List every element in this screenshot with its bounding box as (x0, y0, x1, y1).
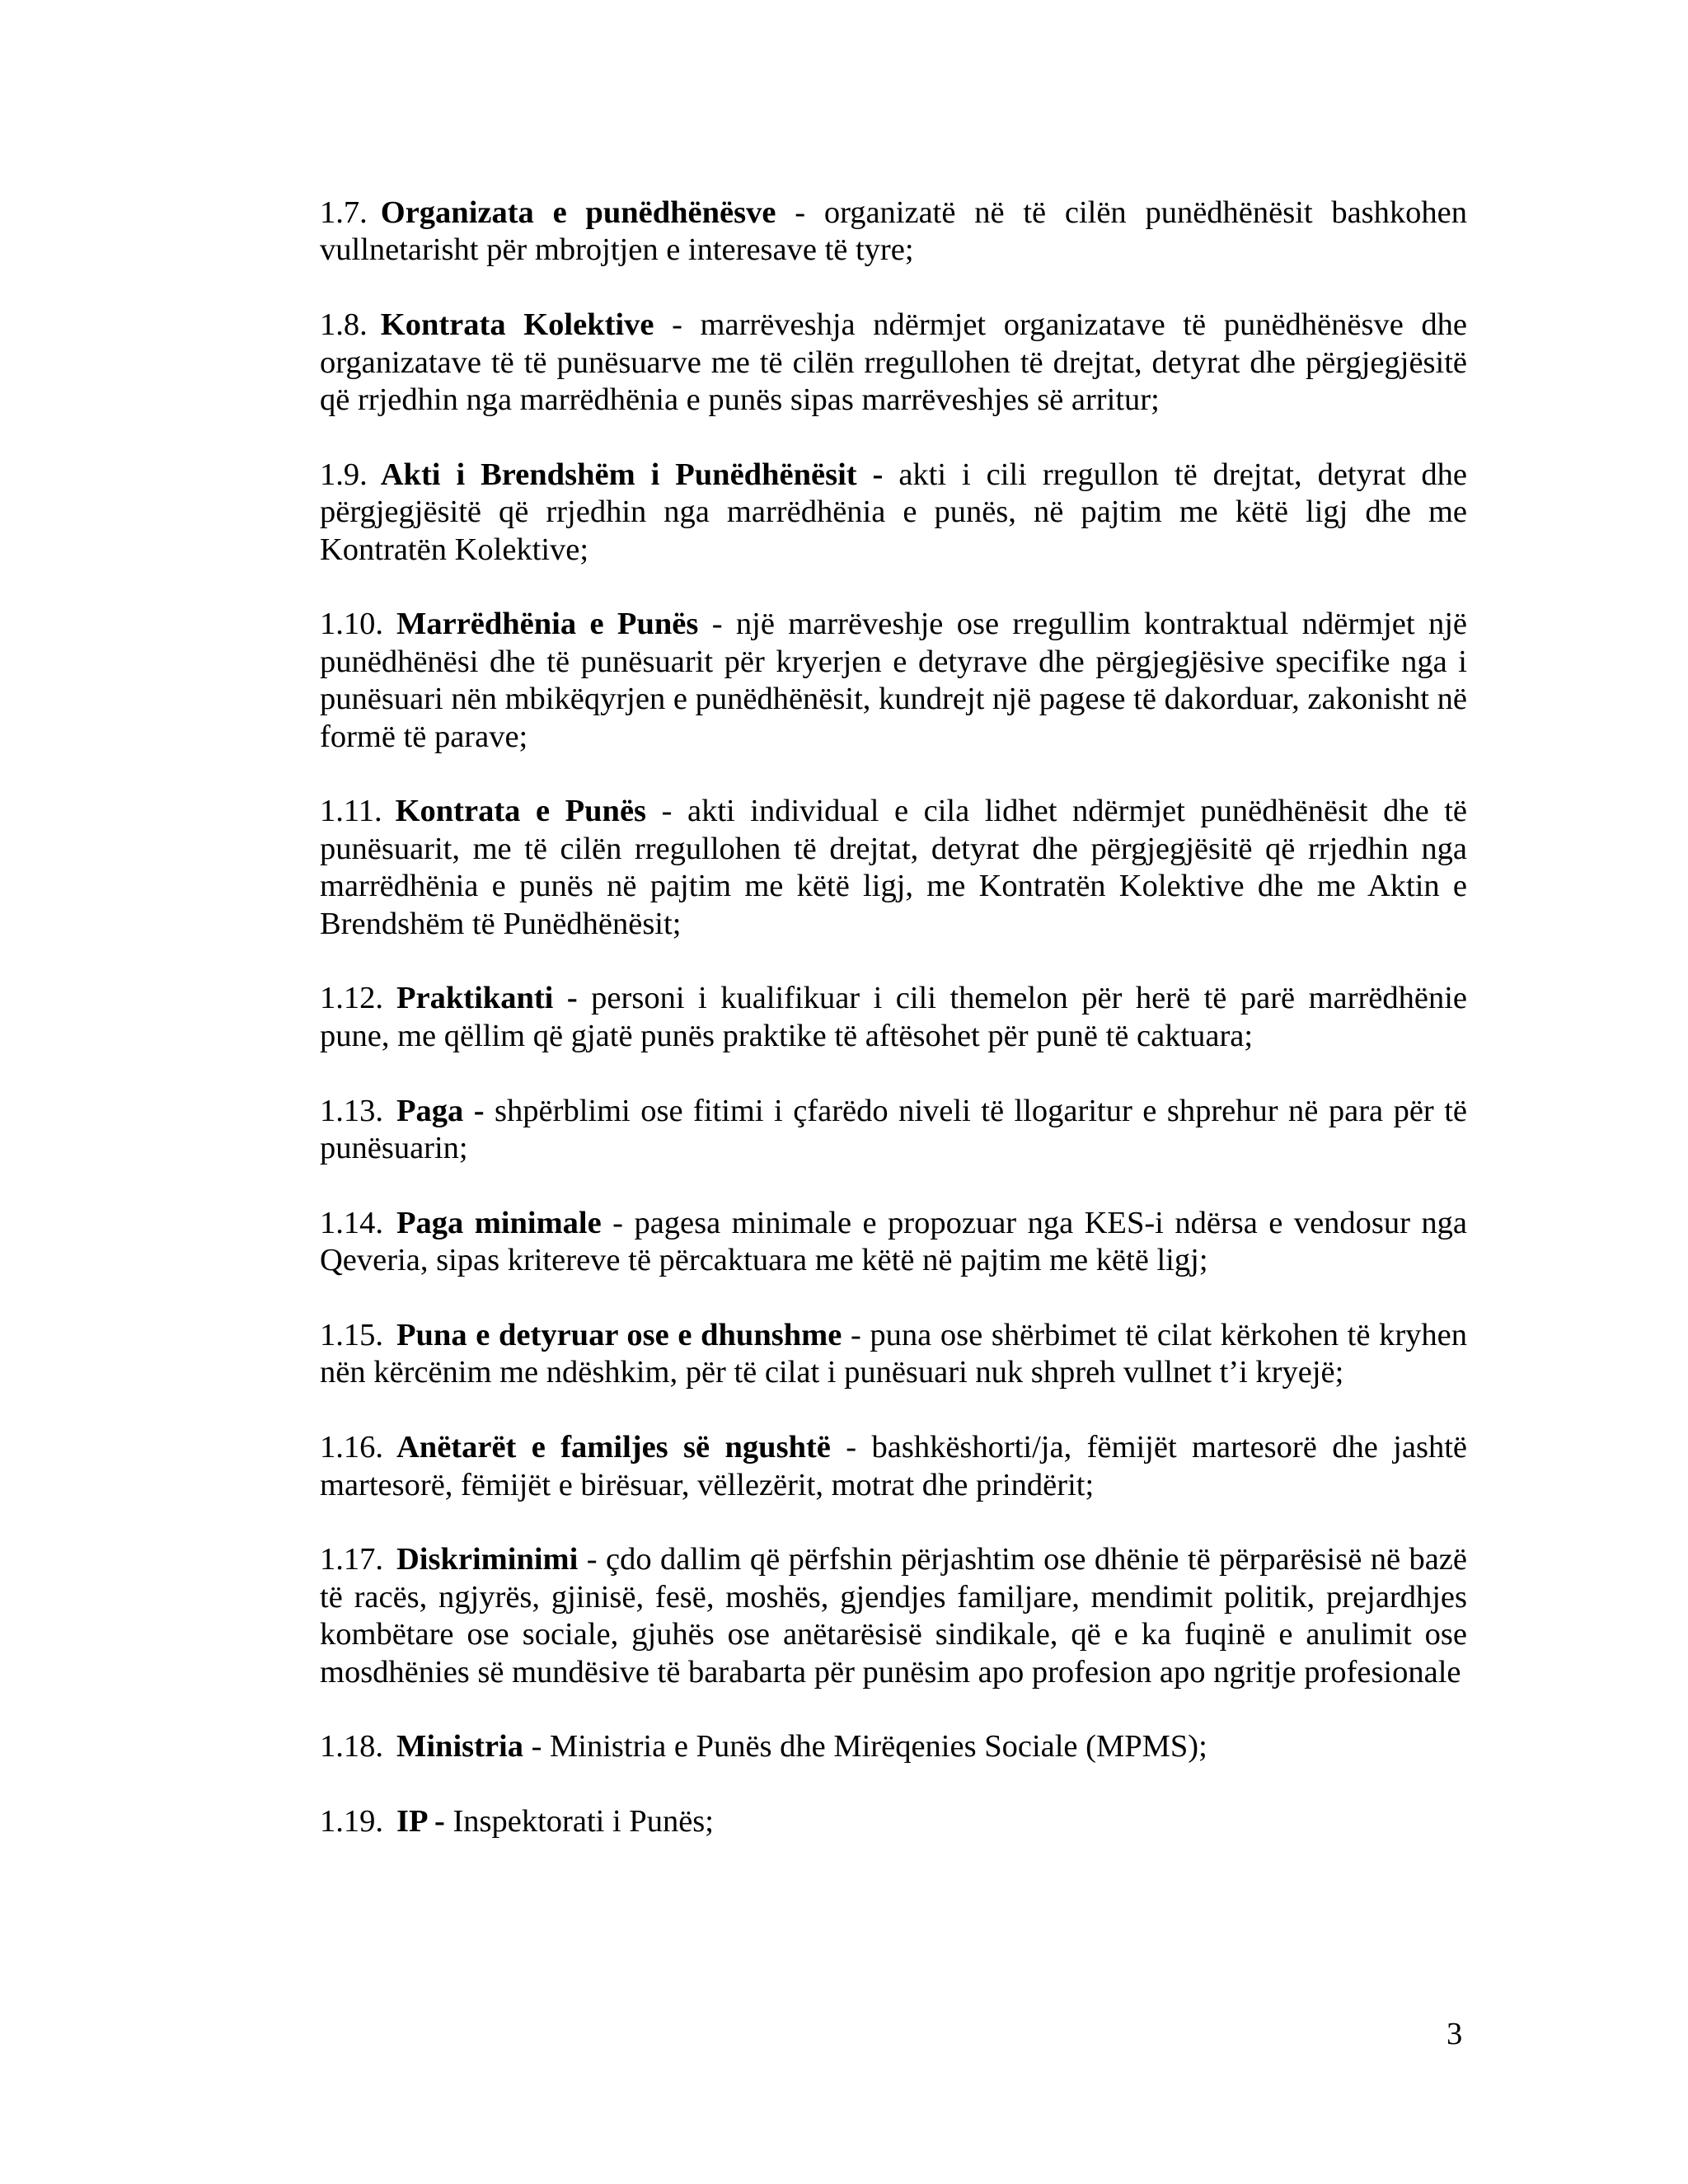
definition-term: IP - (396, 1804, 445, 1840)
definition-1-15 (320, 1317, 1467, 1392)
definition-number: 1.14. (320, 1205, 383, 1240)
definition-term: Ministria (396, 1729, 523, 1765)
definition-text: personi i kualifikuar i cili themelon për herë të parë marrëdhënie pune, me qëllim që gjatë punës praktike të aftësohet për punë të caktuara; (320, 981, 1467, 1053)
definition-number: 1.7. (320, 195, 368, 230)
definition-number: 1.10. (320, 607, 383, 642)
definition-1-16 (320, 1429, 1467, 1504)
definition-1-18 (320, 1728, 1467, 1765)
definition-text: - marrëveshja ndërmjet organizatave të punëdhënësve dhe organizatave të të punësuarve me të cilën rregullohen të drejtat, detyrat dhe përgjegjësitë që rrjedhin nga marrëdhënia e punës sipas marrëveshjes së arritur; (320, 307, 1467, 418)
definition-1-12 (320, 980, 1467, 1055)
definition-text: Inspektorati i Punës; (444, 1804, 714, 1840)
definition-number: 1.15. (320, 1318, 383, 1353)
definition-text: - bashkëshorti/ja, fëmijët martesorë dhe jashtë martesorë, fëmijët e birësuar, vëllezërit, motrat dhe prindërit; (320, 1430, 1467, 1502)
definition-number: 1.12. (320, 981, 383, 1016)
definition-text: - pagesa minimale e propozuar nga KES-i ndërsa e vendosur nga Qeveria, sipas kritereve të përcaktuara me këtë në pajtim me këtë ligj; (320, 1205, 1468, 1278)
definition-1-17 (320, 1541, 1467, 1691)
definition-1-13 (320, 1093, 1467, 1168)
definition-1-14 (320, 1205, 1467, 1280)
definition-text: - Ministria e Punës dhe Mirëqenies Sociale (MPMS); (523, 1729, 1207, 1765)
definition-term: Anëtarët e familjes së ngushtë (396, 1430, 831, 1465)
page-number: 3 (1447, 2017, 1463, 2051)
definition-number: 1.8. (320, 307, 368, 343)
definition-term: Akti i Brendshëm i Punëdhënësit - (380, 457, 884, 492)
definition-text: - organizatë në të cilën punëdhënësit bashkohen vullnetarisht për mbrojtjen e interesave të tyre; (320, 195, 1468, 268)
definition-text: - akti individual e cila lidhet ndërmjet punëdhënësit dhe të punësuarit, me të cilën rregullohen të drejtat, detyrat dhe përgjegjësitë që rrjedhin nga marrëdhënia e punës në pajtim me këtë ligj, me Kontratën Kolektive dhe me Aktin e Brendshëm të Punëdhënësit; (320, 794, 1467, 941)
definition-number: 1.16. (320, 1430, 383, 1465)
definition-term: Diskriminimi (396, 1542, 579, 1577)
definition-term: Organizata e punëdhënësve (380, 195, 776, 230)
definition-text: akti i cili rregullon të drejtat, detyrat dhe përgjegjësitë që rrjedhin nga marrëdhënia e punës, në pajtim me këtë ligj dhe me Kontratën Kolektive; (320, 457, 1468, 567)
definition-text: - çdo dallim që përfshin përjashtim ose dhënie të përparësisë në bazë të racës, ngjyrës, gjinisë, fesë, moshës, gjendjes familjare, mendimit politik, prejardhjes kombëtare ose sociale, gjuhës ose anëtarësisë sindikale, që e ka fuqinë e anulimit ose mosdhënies së mundësive të barabarta për punësim apo profesion apo ngritje profesionale (320, 1542, 1467, 1690)
definition-number: 1.18. (320, 1729, 383, 1765)
definition-term: Praktikanti - (396, 981, 578, 1016)
definition-text: - puna ose shërbimet të cilat kërkohen të kryhen nën kërcënim me ndëshkim, për të cilat i punësuari nuk shpreh vullnet t’i kryejë; (320, 1318, 1467, 1390)
definition-number: 1.19. (320, 1804, 383, 1840)
definition-number: 1.11. (320, 794, 382, 829)
document-body (320, 194, 1467, 1878)
definition-term: Paga - (396, 1093, 485, 1128)
definition-text: - një marrëveshje ose rregullim kontraktual ndërmjet një punëdhënësi dhe të punësuarit për kryerjen e detyrave dhe përgjegjësive specifike nga i punësuari nën mbikëqyrjen e punëdhënësit, kundrejt një pagese të dakorduar, zakonisht në formë të parave; (320, 607, 1467, 754)
definition-1-19 (320, 1803, 1467, 1840)
definition-number: 1.17. (320, 1542, 383, 1577)
definition-1-8 (320, 307, 1467, 419)
definition-number: 1.13. (320, 1093, 383, 1128)
definition-term: Paga minimale (396, 1205, 602, 1240)
definition-number: 1.9. (320, 457, 368, 492)
definition-term: Kontrata e Punës (395, 794, 647, 829)
definition-term: Puna e detyruar ose e dhunshme (396, 1318, 842, 1353)
definition-text: shpërblimi ose fitimi i çfarëdo niveli të llogaritur e shprehur në para për të punësuarin; (320, 1093, 1467, 1166)
definition-1-10 (320, 606, 1467, 756)
definition-1-9 (320, 457, 1467, 569)
definition-term: Kontrata Kolektive (380, 307, 654, 343)
definition-1-11 (320, 793, 1467, 943)
definition-term: Marrëdhënia e Punës (396, 607, 699, 642)
definition-1-7 (320, 194, 1467, 269)
